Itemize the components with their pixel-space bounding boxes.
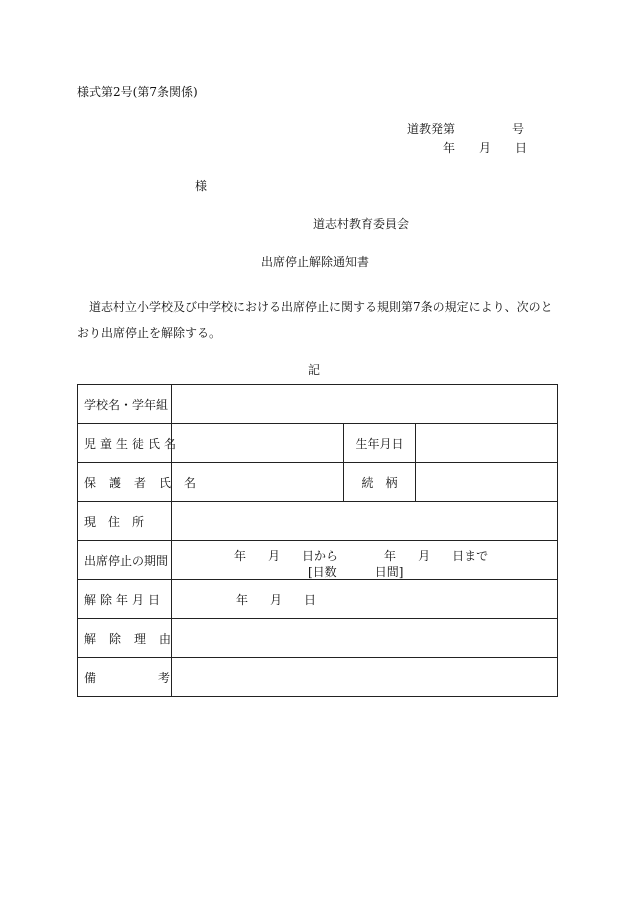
period-field[interactable]: [172, 541, 558, 580]
school-field[interactable]: [172, 385, 558, 424]
document-title: 出席停止解除通知書: [261, 255, 370, 269]
guardian-name-label: 保護者氏名: [78, 463, 172, 502]
address-field[interactable]: [172, 502, 558, 541]
period-month: 月: [268, 549, 281, 563]
period-days: [308, 563, 403, 580]
period-days-close: 日間]: [374, 565, 404, 579]
birthdate-label: 生年月日: [344, 424, 416, 463]
body-text: 道志村立小学校及び中学校における出席停止に関する規則第7条の規定により、次のとおり出席停止を解除する。: [77, 300, 553, 340]
ki-marker: 記: [308, 363, 321, 377]
table-row-period: [78, 541, 558, 580]
table-row-remarks: [78, 658, 558, 697]
period-from: 日から: [302, 549, 339, 563]
remarks-label: 備考: [78, 658, 172, 697]
form-number: 様式第2号(第7条関係): [77, 85, 198, 99]
form-table: [77, 384, 558, 697]
student-name-label: 児童生徒氏名: [78, 424, 172, 463]
table-row-student: [78, 424, 558, 463]
table-row-release-date: [78, 580, 558, 619]
relation-field[interactable]: [416, 463, 558, 502]
release-day: 日: [304, 592, 317, 607]
doc-number-suffix: 号: [512, 122, 525, 136]
doc-number-prefix: 道教発第: [407, 122, 456, 136]
table-row-address: [78, 502, 558, 541]
release-month: 月: [270, 592, 283, 607]
issue-day: 日: [515, 141, 528, 155]
issue-date-line: [443, 142, 527, 154]
release-date-field[interactable]: [172, 580, 558, 619]
issue-year: 年: [443, 141, 456, 155]
period-label: 出席停止の期間: [78, 541, 172, 580]
period-year-end: 年: [384, 549, 397, 563]
birthdate-field[interactable]: [416, 424, 558, 463]
issuer-name: 道志村教育委員会: [313, 217, 410, 231]
period-range: [234, 547, 488, 564]
addressee-suffix: 様: [195, 179, 208, 193]
issue-month: 月: [479, 141, 492, 155]
period-days-open: [日数: [308, 565, 337, 579]
table-row-school: [78, 385, 558, 424]
address-label: 現 住 所: [78, 502, 172, 541]
relation-label: 続 柄: [344, 463, 416, 502]
table-row-reason: [78, 619, 558, 658]
release-year: 年: [236, 592, 249, 607]
student-name-field[interactable]: [172, 424, 344, 463]
release-date-label: 解除年月日: [78, 580, 172, 619]
period-month-end: 月: [418, 549, 431, 563]
table-row-guardian: [78, 463, 558, 502]
period-year: 年: [234, 549, 247, 563]
period-until: 日まで: [452, 549, 489, 563]
release-reason-field[interactable]: [172, 619, 558, 658]
release-reason-label: 解除理由: [78, 619, 172, 658]
document-number-line: [407, 123, 524, 135]
school-label: 学校名・学年組: [78, 385, 172, 424]
